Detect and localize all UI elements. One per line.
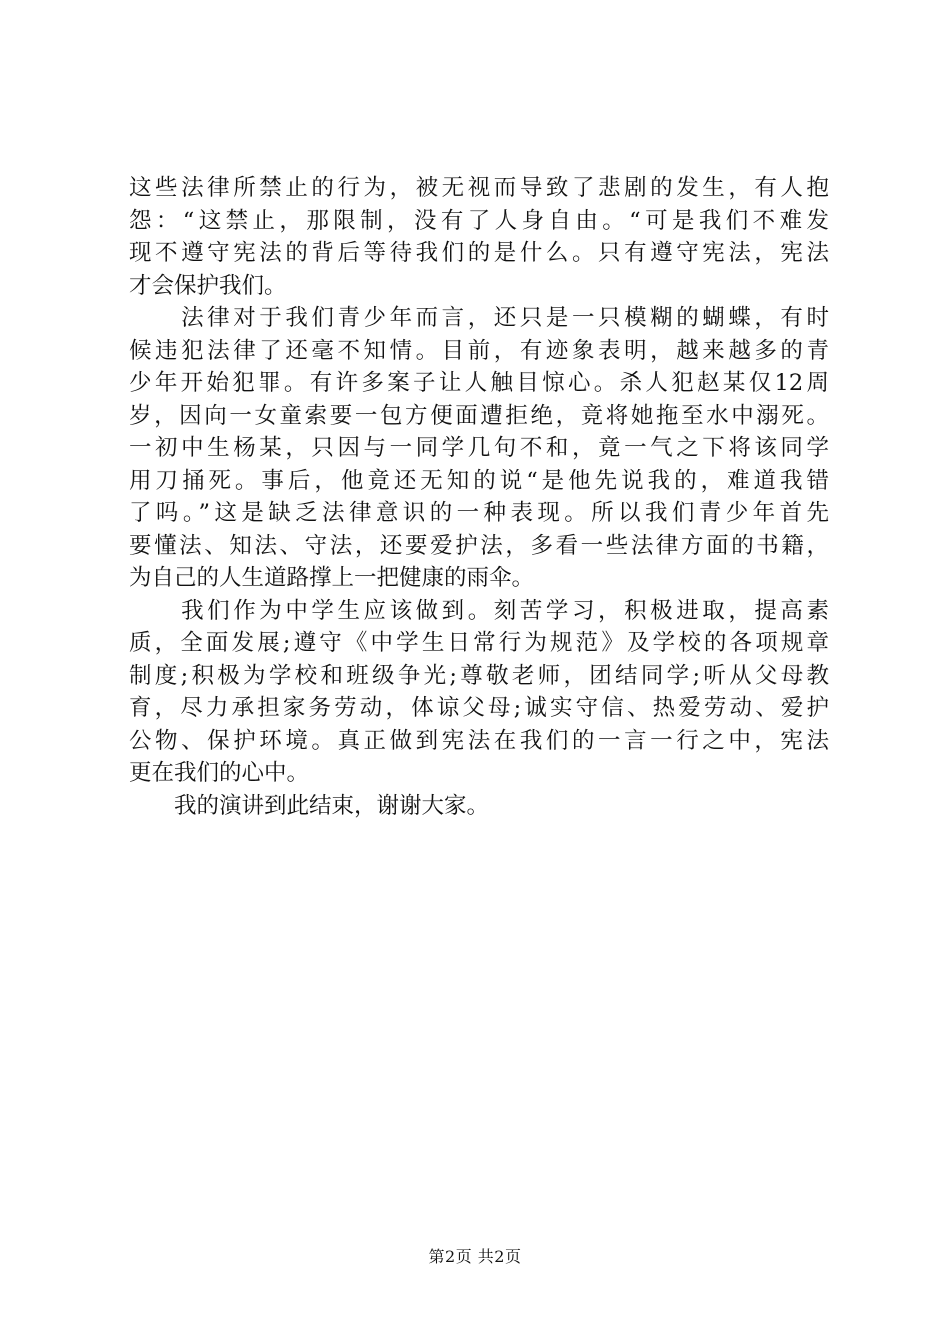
text-line: 怨：“这禁止，那限制，没有了人身自由。“可是我们不难发 (129, 207, 829, 234)
page-number-label: 第2页 共2页 (428, 1247, 522, 1266)
text-line: 现不遵守宪法的背后等待我们的是什么。只有遵守宪法，宪法 (129, 240, 829, 266)
text-line: 要懂法、知法、守法，还要爱护法，多看一些法律方面的书籍， (129, 532, 829, 559)
text-line: 公物、保护环境。真正做到宪法在我们的一言一行之中，宪法 (129, 727, 829, 754)
text-line: 为自己的人生道路撑上一把健康的雨伞。 (129, 565, 535, 591)
text-line: 少年开始犯罪。有许多案子让人触目惊心。杀人犯赵某仅12周 (129, 370, 829, 396)
text-line: 育，尽力承担家务劳动，体谅父母;诚实守信、热爱劳动、爱护 (129, 695, 829, 721)
speech-body-text (129, 172, 829, 822)
text-line: 更在我们的心中。 (129, 760, 310, 786)
text-line: 候违犯法律了还毫不知情。目前，有迹象表明，越来越多的青 (129, 337, 829, 364)
text-line: 我们作为中学生应该做到。刻苦学习，积极进取，提高素 (129, 597, 829, 624)
text-line: 一初中生杨某，只因与一同学几句不和，竟一气之下将该同学 (129, 435, 829, 461)
text-line: 我的演讲到此结束，谢谢大家。 (129, 792, 490, 819)
text-line: 了吗。”这是缺乏法律意识的一种表现。所以我们青少年首先 (129, 500, 829, 526)
text-line: 这些法律所禁止的行为，被无视而导致了悲剧的发生，有人抱 (129, 175, 829, 201)
text-line: 质，全面发展;遵守《中学生日常行为规范》及学校的各项规章 (129, 630, 829, 656)
page-footer (0, 1244, 950, 1267)
text-line: 制度;积极为学校和班级争光;尊敬老师，团结同学;听从父母教 (129, 662, 829, 689)
text-line: 法律对于我们青少年而言，还只是一只模糊的蝴蝶，有时 (129, 305, 829, 331)
text-line: 才会保护我们。 (129, 272, 287, 299)
text-line: 用刀捅死。事后，他竟还无知的说“是他先说我的，难道我错 (129, 467, 829, 494)
text-line: 岁，因向一女童索要一包方便面遭拒绝，竟将她拖至水中溺死。 (129, 402, 829, 429)
